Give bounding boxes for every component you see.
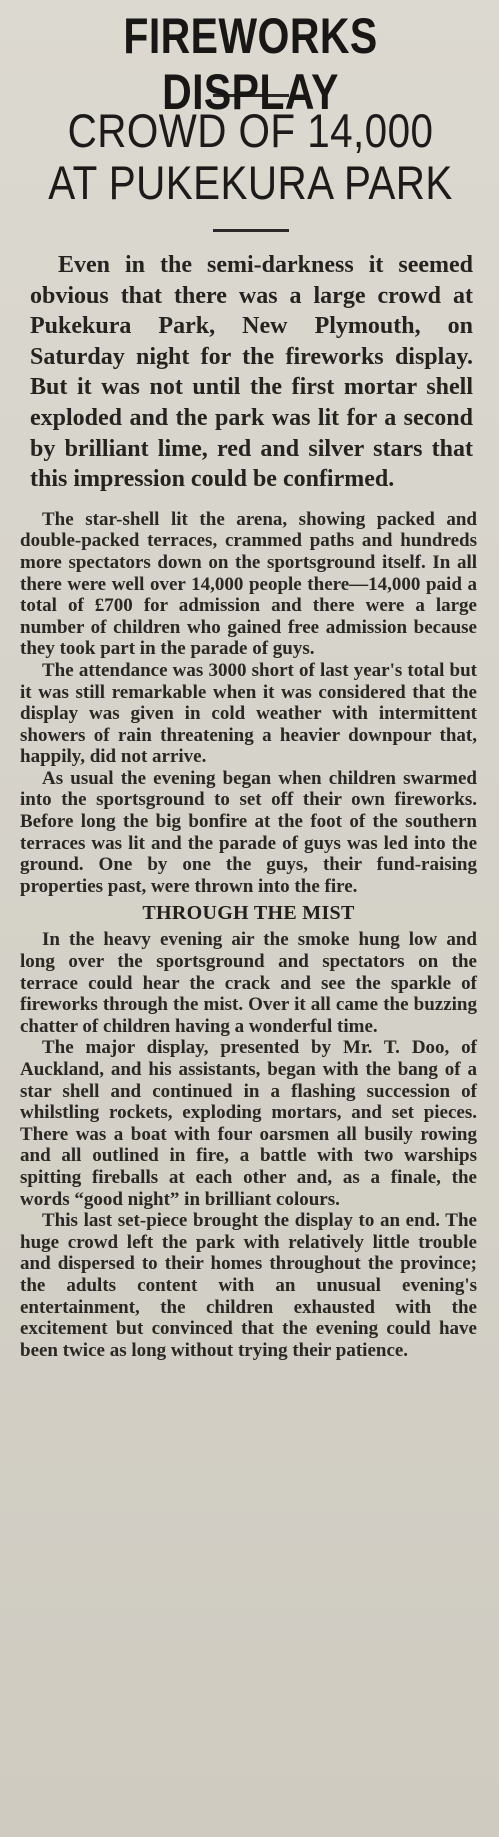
body-paragraph: As usual the evening began when children swarmed into the sportsground to set off their own fireworks. Before long the big bonfire at the foot of the southern terraces was lit and the parade of guys was led into the ground. One by one the guys, their fund-raising properties past, were thrown into the fire. xyxy=(20,767,477,897)
body-paragraph: In the heavy evening air the smoke hung low and long over the sportsground and spectators on the terrace could hear the crack and see the sparkle of fireworks through the mist. Over it all came the buzzing chatter of children having a wonderful time. xyxy=(20,929,477,1037)
headline: FIREWORKS DISPLAY xyxy=(123,8,378,120)
body-paragraph: The attendance was 3000 short of last year's total but it was still remarkable when it was considered that the display was given in cold weather with intermittent showers of rain threatening a heavier downpour that, happily, did not arrive. xyxy=(20,659,477,768)
subheadline-divider xyxy=(213,229,289,232)
lead-paragraph: Even in the semi-darkness it seemed obvious that there was a large crowd at Pukekura Park, New Plymouth, on Saturday night for the fireworks display. But it was not until the first mortar shell exploded and the park was lit for a second by brilliant lime, red and silver stars that this impression could be confirmed. xyxy=(30,252,473,493)
article-body xyxy=(14,509,487,1362)
subheadline: CROWD OF 14,000 AT PUKEKURA PARK xyxy=(48,104,453,209)
article-column xyxy=(14,0,487,1361)
section-heading: THROUGH THE MIST xyxy=(142,902,355,925)
body-paragraph: The major display, presented by Mr. T. Doo, of Auckland, and his assistants, began with the bang of a star shell and continued in a flashing succession of whilstling rockets, exploding mortars, and set pieces. There was a boat with four oarsmen all busily rowing and all outlined in fire, a battle with two warships spitting fireballs at each other and, as a finale, the words “good night” in brilliant colours. xyxy=(20,1037,477,1210)
body-paragraph: The star-shell lit the arena, showing packed and double-packed terraces, crammed paths and hundreds more spectators down on the sportsground itself. In all there were well over 14,000 people there—14,000 paid a total of £700 for admission and there were a large number of children who gained free admission because they took part in the parade of guys. xyxy=(20,508,477,660)
body-paragraph: This last set-piece brought the display to an end. The huge crowd left the park with relatively little trouble and dispersed to their homes throughout the province; the adults content with an unusual evening's entertainment, the children exhausted with the excitement but convinced that the evening could have been twice as long without trying their patience. xyxy=(20,1210,477,1361)
